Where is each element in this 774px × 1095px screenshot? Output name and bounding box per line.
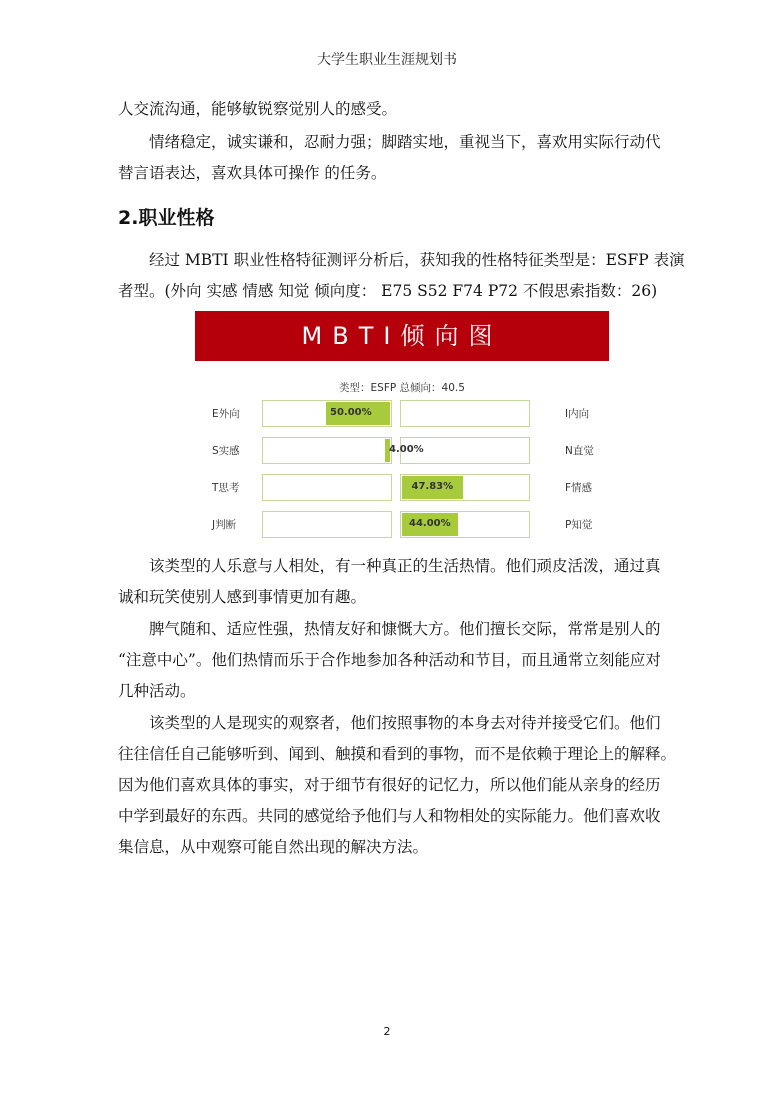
text-line: 该类型的人乐意与人相处，有一种真正的生活热情。他们顽皮活泼，通过真	[149, 557, 661, 575]
chart-title-banner	[195, 311, 609, 361]
text-line: “注意中心”。他们热情而乐于合作地参加各种活动和节目，而且通常立刻能应对	[118, 651, 661, 669]
left-pole-label: S实感	[212, 445, 240, 457]
left-bar-track	[262, 511, 392, 538]
right-pole-label: F情感	[565, 482, 593, 494]
right-pole-label: N直觉	[565, 445, 594, 457]
mbti-chart	[195, 374, 609, 544]
text-line: 几种活动。	[118, 682, 196, 700]
left-bar-track	[262, 437, 392, 464]
text-line: 者型。(外向 实感 情感 知觉 倾向度： E75 S52 F74 P72 不假思索指数：26)	[118, 282, 658, 300]
chart-subtitle: 类型：ESFP 总倾向：40.5	[339, 382, 465, 394]
text-line: 替言语表达，喜欢具体可操作 的任务。	[118, 164, 387, 182]
text-line: 脾气随和、适应性强，热情友好和慷慨大方。他们擅长交际，常常是别人的	[149, 620, 661, 638]
left-pole-label: T思考	[212, 482, 240, 494]
page-header: 大学生职业生涯规划书	[317, 52, 457, 68]
right-pole-label: P知觉	[565, 519, 593, 531]
section-heading: 2.职业性格	[118, 207, 215, 229]
right-bar-track	[400, 400, 530, 427]
text-line: 人交流沟通，能够敏锐察觉别人的感受。	[118, 100, 398, 118]
bar-value-label: 50.00%	[330, 407, 372, 418]
left-pole-label: J判断	[212, 519, 237, 531]
text-line: 集信息，从中观察可能自然出现的解决方法。	[118, 838, 429, 856]
text-line: 因为他们喜欢具体的事实，对于细节有很好的记忆力，所以他们能从亲身的经历	[118, 776, 661, 794]
left-pole-label: E外向	[212, 408, 240, 420]
chart-title: MBTI倾向图	[301, 322, 503, 350]
bar-value-label: 47.83%	[411, 481, 454, 492]
bar-value-label: 4.00%	[389, 444, 424, 455]
text-line: 情绪稳定，诚实谦和，忍耐力强；脚踏实地，重视当下，喜欢用实际行动代	[149, 133, 661, 151]
text-line: 中学到最好的东西。共同的感觉给予他们与人和物相处的实际能力。他们喜欢收	[118, 807, 661, 825]
page-number: 2	[383, 1025, 391, 1038]
text-line: 该类型的人是现实的观察者，他们按照事物的本身去对待并接受它们。他们	[149, 714, 661, 732]
text-line: 诚和玩笑使别人感到事情更加有趣。	[118, 588, 367, 606]
text-line: 经过 MBTI 职业性格特征测评分析后，获知我的性格特征类型是：ESFP 表演	[149, 251, 685, 269]
left-bar-track	[262, 400, 392, 427]
text-line: 往往信任自己能够听到、闻到、触摸和看到的事物，而不是依赖于理论上的解释。	[118, 745, 677, 763]
bar-value-label: 44.00%	[409, 518, 451, 529]
right-pole-label: I内向	[565, 408, 590, 420]
left-bar-track	[262, 474, 392, 501]
